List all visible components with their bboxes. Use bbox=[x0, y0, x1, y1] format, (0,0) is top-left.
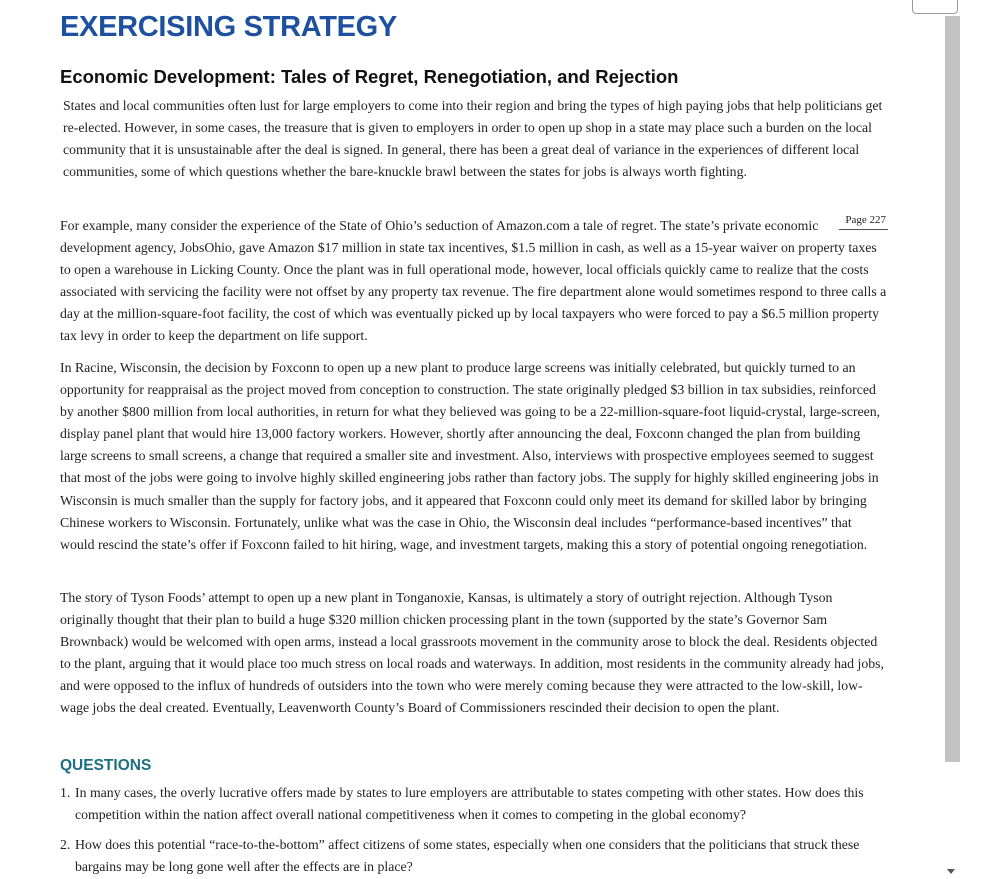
question-item bbox=[60, 834, 888, 878]
toolbar-toggle-button[interactable] bbox=[912, 0, 958, 14]
question-number: 2. bbox=[60, 837, 71, 853]
questions-heading: QUESTIONS bbox=[60, 757, 152, 774]
paragraph-3: In Racine, Wisconsin, the decision by Foxconn to open up a new plant to produce large screens was initially celebrated, but quickly turned to an opportunity for reappraisal as the project moved from conception to construction. The state originally pledged $3 billion in tax subsidies, reinforced by another $800 million from local authorities, in return for what they believed was going to be a 22-million-square-foot liquid-crystal, large-screen, display panel plant that would hire 13,000 factory workers. However, shortly after announcing the deal, Foxconn changed the plan from building large screens to small screens, a change that required a smaller site and investment. Also, interviews with prospective employees seemed to suggest that most of the jobs were going to involve highly skilled engineering jobs rather than factory jobs. The supply for highly skilled engineering jobs in Wisconsin is much smaller than the supply for factory jobs, and it appeared that Foxconn could only meet its demand for skilled labor by bringing Chinese workers to Wisconsin. Fortunately, unlike what was the case in Ohio, the Wisconsin deal includes “performance-based incentives” that would rescind the state’s offer if Foxconn failed to hit hiring, wage, and investment targets, making this a story of potential ongoing renegotiation. bbox=[60, 360, 881, 552]
paragraph-4: The story of Tyson Foods’ attempt to open up a new plant in Tonganoxie, Kansas, is ultimately a story of outright rejection. Although Tyson originally thought that their plan to build a huge $320 million chicken processing plant in the town (supported by the state’s Governor Sam Brownback) would be welcomed with open arms, instead a local grassroots movement in the community arose to block the deal. Residents objected to the plant, arguing that it would place too much stress on local roads and waterways. In addition, most residents in the community already had jobs, and were opposed to the influx of hundreds of outsiders into the town who were merely coming because they were attracted to the low-skill, low-wage jobs the deal created. Eventually, Leavenworth County’s Board of Commissioners rescinded their decision to open the plant. bbox=[60, 590, 884, 716]
paragraph-2 bbox=[60, 215, 888, 348]
question-item bbox=[60, 782, 888, 826]
paragraph-1: States and local communities often lust for large employers to come into their region and bring the types of high paying jobs that help politicians get re-elected. However, in some cases, the treasure that is given to employers in order to open up shop in a state may place such a burden on the local community that it is unsustainable after the deal is signed. In general, there has been a great deal of variance in the experiences of different local communities, some of which questions whether the bare-knuckle brawl between the states for jobs is always worth fighting. bbox=[63, 98, 883, 180]
questions-list bbox=[60, 782, 888, 879]
page-marker: Page 227 bbox=[839, 212, 888, 230]
question-number: 1. bbox=[60, 785, 71, 800]
question-text: In many cases, the overly lucrative offers made by states to lure employers are attributable to states competing with other states. How does this competition within the nation affect overall national competitiveness when it comes to competing in the global economy? bbox=[75, 785, 864, 823]
scroll-down-arrow-icon[interactable] bbox=[947, 869, 955, 874]
section-heading: EXERCISING STRATEGY bbox=[60, 11, 397, 43]
question-text: How does this potential “race-to-the-bottom” affect citizens of some states, especially when one considers that the politicians that struck these bargains may be long gone well after the effects are in place? bbox=[75, 837, 860, 875]
scrollbar-thumb[interactable] bbox=[945, 16, 960, 762]
paragraph-2-text: For example, many consider the experience of the State of Ohio’s seduction of Amazon.com a tale of regret. The state’s private economic development agency, JobsOhio, gave Amazon $17 million in state tax incentives, $1.5 million in cash, as well as a 15-year waiver on property taxes to open a warehouse in Licking County. Once the plant was in full operational mode, however, local officials quickly came to realize that the costs associated with servicing the facility were not offset by any property tax revenue. The fire department alone would sometimes respond to three calls a day at the million-square-foot facility, the cost of which was eventually picked up by local taxpayers who were forced to pay a $6.5 million property tax levy in order to keep the department on life support. bbox=[60, 218, 887, 344]
case-title: Economic Development: Tales of Regret, Renegotiation, and Rejection bbox=[60, 66, 679, 87]
